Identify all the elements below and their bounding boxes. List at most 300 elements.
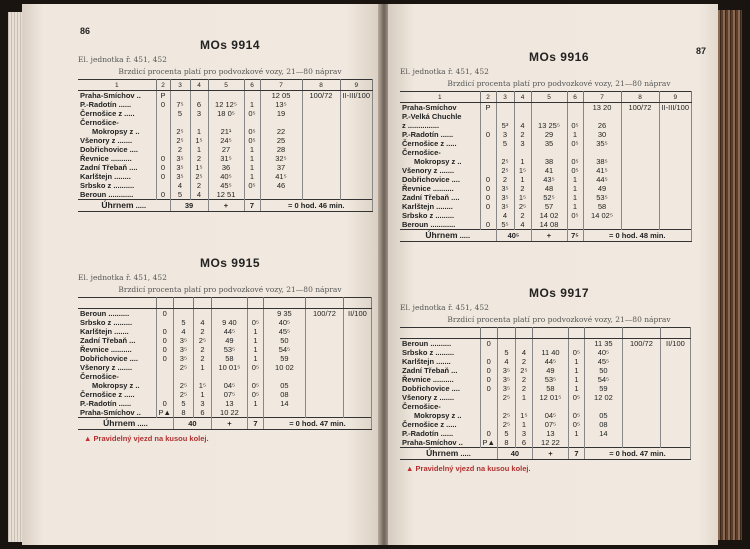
value-cell: 0 xyxy=(480,357,497,366)
value-cell: 5 xyxy=(170,109,190,118)
value-cell: 40⁵ xyxy=(263,318,305,327)
value-cell: 5 xyxy=(496,139,514,148)
value-cell xyxy=(621,130,659,139)
summary-duration: = 0 hod. 47 min. xyxy=(584,448,690,460)
value-cell: 0 xyxy=(480,193,496,202)
column-header xyxy=(660,328,690,339)
value-cell: 10 01⁵ xyxy=(211,363,247,372)
value-cell: 24⁵ xyxy=(208,136,244,145)
value-cell: 2 xyxy=(515,375,532,384)
value-cell xyxy=(496,112,514,121)
value-cell: 5 xyxy=(173,318,193,327)
value-cell xyxy=(567,112,583,121)
value-cell: 52⁵ xyxy=(531,193,567,202)
summary-plus: + xyxy=(208,200,244,212)
brake-note: Brzdicí procenta platí pro podvozkové vozy, 21—80 náprav xyxy=(447,79,671,88)
value-cell: 12 05 xyxy=(260,91,302,101)
value-cell: 3⁵ xyxy=(173,336,193,345)
value-cell xyxy=(660,366,690,375)
value-cell xyxy=(659,166,692,175)
value-cell xyxy=(660,429,690,438)
value-cell xyxy=(480,211,496,220)
table-row xyxy=(400,202,692,211)
table-row xyxy=(400,438,690,448)
value-cell xyxy=(621,148,659,157)
footnote xyxy=(388,464,718,473)
value-cell: 100/72 xyxy=(305,309,343,319)
value-cell: 05 xyxy=(584,411,622,420)
column-header: 3 xyxy=(496,92,514,103)
value-cell: 2⁵ xyxy=(193,336,211,345)
value-cell: 6 xyxy=(190,100,208,109)
table-row xyxy=(400,366,690,375)
value-cell: 2 xyxy=(514,211,531,220)
value-cell: 1⁵ xyxy=(193,381,211,390)
value-cell: 08 xyxy=(584,420,622,429)
table-row xyxy=(400,357,690,366)
column-header xyxy=(305,298,343,309)
value-cell: 1 xyxy=(193,363,211,372)
value-cell: 3 xyxy=(496,130,514,139)
table-row xyxy=(400,211,692,220)
train-title: MOs 9916 xyxy=(528,50,590,64)
value-cell: 2 xyxy=(190,181,208,190)
value-cell xyxy=(156,118,170,127)
value-cell: P xyxy=(480,103,496,113)
value-cell xyxy=(659,112,692,121)
value-cell: 1 xyxy=(244,100,260,109)
value-cell xyxy=(584,402,622,411)
value-cell: 1 xyxy=(190,127,208,136)
value-cell: 0 xyxy=(480,220,496,230)
column-header xyxy=(173,298,193,309)
value-cell xyxy=(621,220,659,230)
value-cell: 5³ xyxy=(496,121,514,130)
table-row xyxy=(78,390,371,399)
value-cell xyxy=(621,139,659,148)
value-cell: 14 xyxy=(584,429,622,438)
header-row xyxy=(400,328,690,339)
value-cell: 0⁵ xyxy=(568,411,584,420)
value-cell xyxy=(622,393,660,402)
column-header: 2 xyxy=(156,80,170,91)
column-header xyxy=(515,328,532,339)
value-cell: 11 35 xyxy=(584,339,622,349)
value-cell: 0 xyxy=(480,384,497,393)
unit-line: El. jednotka ř. 451, 452 xyxy=(400,303,489,312)
station-cell: Černošice z ..... xyxy=(400,139,480,148)
value-cell xyxy=(156,363,173,372)
value-cell: 04⁵ xyxy=(532,411,568,420)
value-cell: 9 40 xyxy=(211,318,247,327)
value-cell: 1 xyxy=(568,429,584,438)
value-cell xyxy=(260,190,302,200)
station-cell: Černošice z ..... xyxy=(400,420,480,429)
train-title: MOs 9917 xyxy=(528,286,590,300)
station-cell: Dobřichovice .... xyxy=(400,384,480,393)
value-cell xyxy=(305,354,343,363)
timetable-mos-9916 xyxy=(388,50,718,242)
value-cell: 14 08 xyxy=(531,220,567,230)
value-cell xyxy=(211,309,247,319)
value-cell: 04⁵ xyxy=(211,381,247,390)
summary-duration: = 0 hod. 46 min. xyxy=(260,200,373,212)
station-cell: Mokropsy z .. xyxy=(78,127,156,136)
value-cell xyxy=(622,357,660,366)
value-cell: 4 xyxy=(514,220,531,230)
value-cell xyxy=(263,408,305,418)
value-cell: 100/72 xyxy=(302,91,340,101)
value-cell: 2 xyxy=(515,384,532,393)
value-cell: 1 xyxy=(244,145,260,154)
station-cell: Zadní Třebaň .... xyxy=(400,193,480,202)
table-row xyxy=(78,408,371,418)
value-cell: 0 xyxy=(480,375,497,384)
column-header: 7 xyxy=(260,80,302,91)
value-cell xyxy=(302,172,340,181)
column-header xyxy=(193,298,211,309)
table-row xyxy=(78,163,373,172)
summary-dots: ..... xyxy=(459,231,471,240)
value-cell xyxy=(302,190,340,200)
column-header: 1 xyxy=(78,80,156,91)
value-cell xyxy=(305,327,343,336)
page-number: 86 xyxy=(80,26,91,36)
station-cell: Všenory z ....... xyxy=(78,363,156,372)
value-cell xyxy=(622,348,660,357)
value-cell: 2 xyxy=(193,327,211,336)
summary-label: Úhrnem xyxy=(426,448,459,458)
value-cell: 4 xyxy=(497,357,515,366)
station-cell: Černošice- xyxy=(400,402,480,411)
value-cell: 07⁵ xyxy=(532,420,568,429)
value-cell: 10 22 xyxy=(211,408,247,418)
value-cell xyxy=(514,112,531,121)
timetable-mos-9915 xyxy=(22,256,382,443)
value-cell: 14 xyxy=(263,399,305,408)
column-header xyxy=(532,328,568,339)
station-cell: Srbsko z .......... xyxy=(78,181,156,190)
value-cell xyxy=(208,91,244,101)
value-cell: 3⁵ xyxy=(497,366,515,375)
value-cell: 35⁵ xyxy=(583,139,621,148)
value-cell: 12 02 xyxy=(584,393,622,402)
station-cell: Praha-Smíchov xyxy=(400,103,480,113)
station-cell: P.-Radotín ...... xyxy=(400,130,480,139)
value-cell xyxy=(340,154,373,163)
header-row xyxy=(400,92,692,103)
value-cell xyxy=(302,154,340,163)
value-cell: 0 xyxy=(480,429,497,438)
value-cell xyxy=(343,390,371,399)
table-row xyxy=(400,348,690,357)
value-cell: 1 xyxy=(568,375,584,384)
value-cell xyxy=(343,381,371,390)
value-cell xyxy=(532,339,568,349)
column-header xyxy=(622,328,660,339)
value-cell: 9 35 xyxy=(263,309,305,319)
value-cell xyxy=(156,381,173,390)
value-cell: 2⁵ xyxy=(496,157,514,166)
value-cell: 4 xyxy=(514,121,531,130)
value-cell xyxy=(302,136,340,145)
value-cell: 4 xyxy=(193,318,211,327)
value-cell: 5 xyxy=(497,429,515,438)
station-cell: Beroun ............ xyxy=(78,190,156,200)
value-cell: 44⁵ xyxy=(532,357,568,366)
table-row xyxy=(400,402,690,411)
value-cell xyxy=(343,408,371,418)
value-cell: 1⁵ xyxy=(514,193,531,202)
summary-label: Úhrnem xyxy=(101,200,134,210)
value-cell xyxy=(340,172,373,181)
brake-note: Brzdicí procenta platí pro podvozkové vozy, 21—80 náprav xyxy=(447,315,671,324)
value-cell: 12 22 xyxy=(532,438,568,448)
value-cell xyxy=(302,181,340,190)
value-cell: 3⁵ xyxy=(173,354,193,363)
value-cell xyxy=(480,139,496,148)
value-cell: 50 xyxy=(263,336,305,345)
unit-line: El. jednotka ř. 451, 452 xyxy=(78,273,167,282)
value-cell: 05 xyxy=(263,381,305,390)
value-cell: 1 xyxy=(568,366,584,375)
value-cell: 0 xyxy=(156,100,170,109)
table-row xyxy=(78,100,373,109)
table-row xyxy=(78,172,373,181)
footnote xyxy=(22,434,382,443)
brake-note: Brzdicí procenta platí pro podvozkové vozy, 21—80 náprav xyxy=(118,285,342,294)
station-cell: Praha-Smíchov .. xyxy=(78,408,156,418)
value-cell xyxy=(660,348,690,357)
value-cell xyxy=(621,175,659,184)
value-cell xyxy=(480,166,496,175)
value-cell: 1 xyxy=(567,202,583,211)
summary-stops: 7 xyxy=(568,448,584,460)
value-cell xyxy=(659,157,692,166)
summary-dots: ..... xyxy=(460,449,471,458)
summary-total: 40 xyxy=(497,448,532,460)
value-cell xyxy=(343,372,371,381)
value-cell xyxy=(583,112,621,121)
value-cell xyxy=(659,175,692,184)
table-row xyxy=(400,420,690,429)
left-page xyxy=(22,4,382,545)
value-cell: 53⁵ xyxy=(211,345,247,354)
value-cell xyxy=(340,145,373,154)
value-cell xyxy=(567,148,583,157)
value-cell xyxy=(621,193,659,202)
value-cell: 0⁵ xyxy=(247,363,263,372)
value-cell xyxy=(659,121,692,130)
value-cell: 11 40 xyxy=(532,348,568,357)
table-row xyxy=(78,336,371,345)
value-cell xyxy=(247,309,263,319)
value-cell: 19 xyxy=(260,109,302,118)
column-header: 3 xyxy=(170,80,190,91)
value-cell: 5 xyxy=(173,399,193,408)
station-cell: P.-Radotín ...... xyxy=(400,429,480,438)
value-cell: 44⁵ xyxy=(211,327,247,336)
value-cell: II-III/100 xyxy=(340,91,373,101)
value-cell: 0 xyxy=(156,345,173,354)
value-cell: 44⁵ xyxy=(583,175,621,184)
value-cell: 21¹ xyxy=(208,127,244,136)
value-cell: 3⁵ xyxy=(496,184,514,193)
station-cell: Černošice- xyxy=(78,118,156,127)
station-cell: Karlštejn ....... xyxy=(400,357,480,366)
value-cell xyxy=(497,402,515,411)
station-cell: Dobřichovice .... xyxy=(78,145,156,154)
value-cell xyxy=(583,148,621,157)
timetable-grid xyxy=(400,91,692,242)
column-header: 8 xyxy=(302,80,340,91)
table-row xyxy=(400,139,692,148)
value-cell: 0⁵ xyxy=(568,393,584,402)
value-cell xyxy=(302,127,340,136)
value-cell xyxy=(621,184,659,193)
value-cell xyxy=(496,103,514,113)
value-cell: 100/72 xyxy=(621,103,659,113)
value-cell xyxy=(659,211,692,220)
table-row xyxy=(400,148,692,157)
value-cell: 59 xyxy=(263,354,305,363)
value-cell xyxy=(156,390,173,399)
value-cell xyxy=(480,393,497,402)
value-cell xyxy=(244,118,260,127)
value-cell: 3 xyxy=(190,109,208,118)
value-cell: 1⁵ xyxy=(514,166,531,175)
value-cell: 0 xyxy=(156,154,170,163)
station-cell: Řevnice .......... xyxy=(400,184,480,193)
value-cell: 3⁵ xyxy=(173,345,193,354)
value-cell: 1 xyxy=(244,154,260,163)
timetable-grid xyxy=(78,297,372,430)
value-cell xyxy=(305,345,343,354)
triangle-icon: ▲ xyxy=(406,464,414,473)
value-cell: 1 xyxy=(567,193,583,202)
column-header xyxy=(247,298,263,309)
value-cell: 0 xyxy=(480,184,496,193)
value-cell: 2⁵ xyxy=(190,172,208,181)
value-cell: 14 02 xyxy=(531,211,567,220)
summary-total: 39 xyxy=(170,200,208,212)
value-cell: 2 xyxy=(190,154,208,163)
value-cell: 0⁵ xyxy=(567,157,583,166)
value-cell xyxy=(305,372,343,381)
value-cell: 1 xyxy=(567,130,583,139)
station-cell: Zadní Třebaň ... xyxy=(78,336,156,345)
value-cell xyxy=(340,118,373,127)
table-row xyxy=(78,190,373,200)
timetable-mos-9917 xyxy=(388,286,718,473)
value-cell: 54⁵ xyxy=(584,375,622,384)
table-row xyxy=(78,354,371,363)
value-cell: 29 xyxy=(531,130,567,139)
value-cell: 1 xyxy=(515,420,532,429)
value-cell: 2 xyxy=(170,145,190,154)
value-cell: 0 xyxy=(156,190,170,200)
value-cell: 0 xyxy=(480,339,497,349)
value-cell: 2 xyxy=(496,175,514,184)
triangle-icon: ▲ xyxy=(84,434,92,443)
value-cell xyxy=(622,429,660,438)
value-cell xyxy=(343,354,371,363)
value-cell: 0⁵ xyxy=(244,109,260,118)
value-cell: 3⁵ xyxy=(497,384,515,393)
value-cell: 32⁵ xyxy=(260,154,302,163)
value-cell: 54⁵ xyxy=(263,345,305,354)
value-cell xyxy=(621,112,659,121)
value-cell xyxy=(244,190,260,200)
value-cell: 13 20 xyxy=(583,103,621,113)
value-cell: 49 xyxy=(211,336,247,345)
value-cell xyxy=(660,411,690,420)
value-cell: 0 xyxy=(156,172,170,181)
table-row xyxy=(78,145,373,154)
value-cell xyxy=(343,318,371,327)
value-cell xyxy=(156,372,173,381)
station-cell: Řevnice .......... xyxy=(78,154,156,163)
unit-line: El. jednotka ř. 451, 452 xyxy=(78,55,167,64)
value-cell: 41⁵ xyxy=(260,172,302,181)
value-cell: 53⁵ xyxy=(532,375,568,384)
summary-label: Úhrnem xyxy=(425,230,458,240)
table-row xyxy=(78,109,373,118)
table-row xyxy=(400,220,692,230)
value-cell: 0 xyxy=(480,130,496,139)
station-cell: Všenory z ....... xyxy=(400,166,480,175)
table-row xyxy=(400,130,692,139)
column-header xyxy=(568,328,584,339)
value-cell: 5 xyxy=(170,190,190,200)
value-cell xyxy=(497,339,515,349)
value-cell: 5⁵ xyxy=(496,220,514,230)
value-cell: 0⁵ xyxy=(247,390,263,399)
station-cell: P.-Radotín ...... xyxy=(78,399,156,408)
station-cell: Všenory z ....... xyxy=(78,136,156,145)
value-cell xyxy=(156,145,170,154)
station-cell: Karlštejn ........ xyxy=(78,172,156,181)
footnote-text: Pravidelný vjezd na kusou kolej. xyxy=(415,464,531,473)
value-cell xyxy=(659,130,692,139)
column-header xyxy=(400,328,480,339)
value-cell xyxy=(659,202,692,211)
column-header xyxy=(497,328,515,339)
value-cell xyxy=(343,345,371,354)
station-cell: Mokropsy z .. xyxy=(400,157,480,166)
station-cell: Zadní Třebaň .... xyxy=(78,163,156,172)
value-cell: 0⁵ xyxy=(567,166,583,175)
value-cell: 26 xyxy=(583,121,621,130)
value-cell: 13 xyxy=(532,429,568,438)
value-cell: 46 xyxy=(260,181,302,190)
value-cell xyxy=(567,220,583,230)
value-cell: 1 xyxy=(247,399,263,408)
value-cell: 2⁵ xyxy=(173,390,193,399)
value-cell: 4 xyxy=(496,211,514,220)
station-cell: Praha-Smíchov .. xyxy=(400,438,480,448)
value-cell xyxy=(659,193,692,202)
value-cell: 2 xyxy=(515,357,532,366)
table-row xyxy=(78,181,373,190)
value-cell xyxy=(568,438,584,448)
value-cell: 25 xyxy=(260,136,302,145)
column-header: 5 xyxy=(208,80,244,91)
value-cell: 4 xyxy=(190,190,208,200)
value-cell: 3 xyxy=(193,399,211,408)
summary-row xyxy=(400,230,692,242)
station-cell: Karlštejn ........ xyxy=(400,202,480,211)
